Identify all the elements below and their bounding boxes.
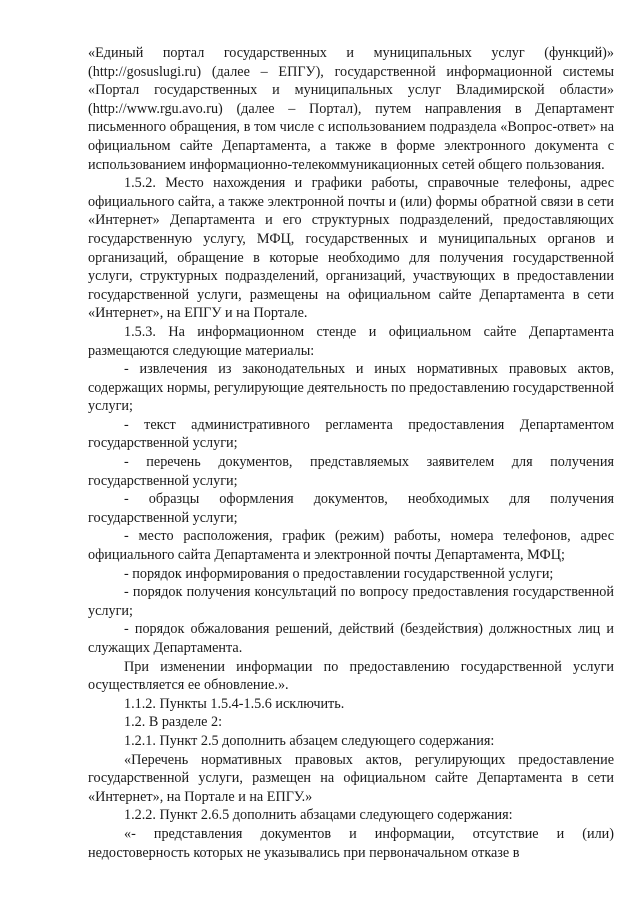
list-item-documents-list: - перечень документов, представляемых заявителем для получения государственной услуги; <box>88 454 614 489</box>
paragraph-1-1-2: 1.1.2. Пункты 1.5.4-1.5.6 исключить. <box>124 695 345 712</box>
list-item-document-samples: - образцы оформления документов, необходимых для получения государственной услуги; <box>88 491 614 526</box>
paragraph-1-2: 1.2. В разделе 2: <box>124 714 223 731</box>
paragraph-1-2-1: 1.2.1. Пункт 2.5 дополнить абзацем следующего содержания: <box>124 732 495 749</box>
paragraph-1-2-2: 1.2.2. Пункт 2.6.5 дополнить абзацами следующего содержания: <box>124 807 513 824</box>
paragraph-1-5-3: 1.5.3. На информационном стенде и официальном сайте Департамента размещаются следующие материалы: <box>88 323 614 359</box>
paragraph-quoted-documents: «- представления документов и информации, отсутствие и (или) недостоверность которых не указывались при первоначальном отказе в <box>88 825 614 861</box>
paragraph-quoted-legal-acts: «Перечень нормативных правовых актов, регулирующих предоставление государственной услуги, размещен на официальном сайте Департамента в сети «Интернет», на Портале и на ЕПГУ.» <box>88 751 614 805</box>
paragraph-portal-continuation: «Единый портал государственных и муниципальных услуг (функций)» (http://gosuslugi.ru) (далее – ЕПГУ), государственной информационной системы «Портал государственных и муниципальных услуг Владимирской области» (http://www.rgu.avo.ru) (далее – Портал), путем направления в Департамент письменного обращения, в том числе с использованием подраздела «Вопрос-ответ» на официальном сайте Департамента, а также в форме электронного документа с использованием информационно-телекоммуникационных сетей общего пользования. <box>88 45 614 173</box>
paragraph-1-5-2: 1.5.2. Место нахождения и графики работы, справочные телефоны, адрес официального сайта, а также электронной почты и (или) формы обратной связи в сети «Интернет» Департамента и его структурных подразделений, предоставляющих государственную услугу, МФЦ, государственных и муниципальных органов и организаций, обращение в которые необходимо для получения государственной услуги, структурных подразделений, организаций, участвующих в предоставлении государственной услуги, размещены на официальном сайте Департамента в сети «Интернет», на ЕПГУ и на Портале. <box>88 175 614 322</box>
list-item-appeal-procedure: - порядок обжалования решений, действий (бездействия) должностных лиц и служащих Департамента. <box>88 621 614 656</box>
paragraph-info-update: При изменении информации по предоставлению государственной услуги осуществляется ее обновление.». <box>88 658 614 694</box>
list-item-legislation-extracts: - извлечения из законодательных и иных нормативных правовых актов, содержащих нормы, регулирующие деятельность по предоставлению государственной услуги; <box>88 361 614 415</box>
list-item-consultation-procedure: - порядок получения консультаций по вопросу предоставления государственной услуги; <box>88 584 614 619</box>
list-item-informing-procedure: - порядок информирования о предоставлении государственной услуги; <box>124 565 554 582</box>
list-item-regulation-text: - текст административного регламента предоставления Департаментом государственной услуги; <box>88 416 614 452</box>
list-item-location-schedule: - место расположения, график (режим) работы, номера телефонов, адрес официального сайта Департамента и электронной почты Департамента, МФЦ; <box>88 528 614 564</box>
